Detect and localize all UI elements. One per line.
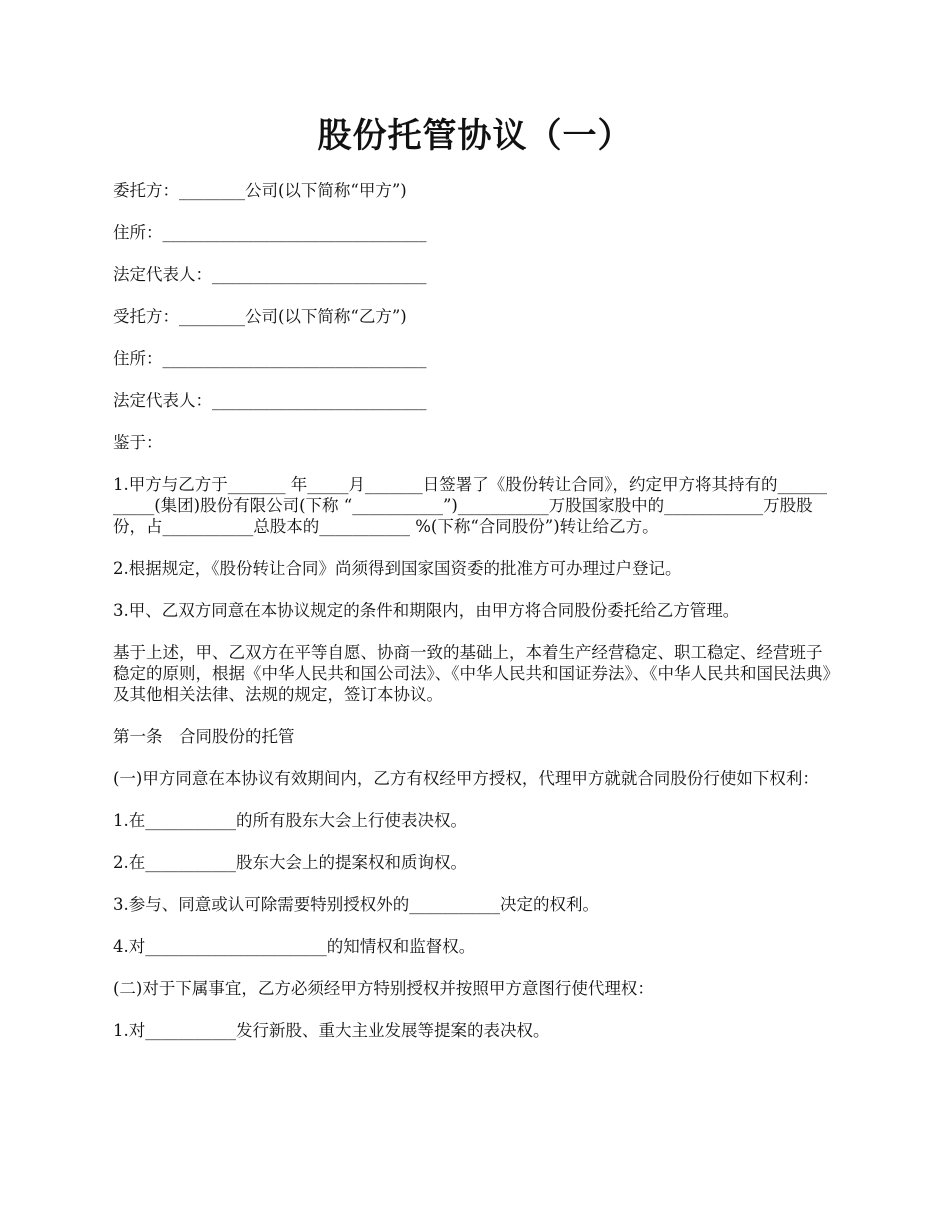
client-legal-rep-line: 法定代表人：__________________________ xyxy=(113,265,427,284)
right-item-3: 3.参与、同意或认可除需要特别授权外的___________决定的权利。 xyxy=(113,895,599,914)
right-item-1: 1.在___________的所有股东大会上行使表决权。 xyxy=(113,811,467,830)
right-item-2: 2.在___________股东大会上的提案权和质询权。 xyxy=(113,853,467,872)
client-address-line: 住所：________________________________ xyxy=(113,223,427,242)
document-body xyxy=(113,180,835,1062)
trustee-legal-rep-line: 法定代表人：__________________________ xyxy=(113,391,427,410)
clause-1-1: (一)甲方同意在本协议有效期间内，乙方有权经甲方授权，代理甲方就就合同股份行使如下权利： xyxy=(113,769,819,788)
special-item-1: 1.对___________发行新股、重大主业发展等提案的表决权。 xyxy=(113,1021,550,1040)
right-item-4: 4.对______________________的知情权和监督权。 xyxy=(113,937,476,956)
whereas-heading: 鉴于： xyxy=(113,433,163,452)
document-title: 股份托管协议（一） xyxy=(317,116,633,156)
recital-3: 3.甲、乙双方同意在本协议规定的条件和期限内，由甲方将合同股份委托给乙方管理。 xyxy=(113,601,740,620)
clause-1-2: (二)对于下属事宜，乙方必须经甲方特别授权并按照甲方意图行使代理权： xyxy=(113,979,654,998)
trustee-address-line: 住所：________________________________ xyxy=(113,349,427,368)
article-1-heading: 第一条 合同股份的托管 xyxy=(113,727,295,746)
recital-1: 1.甲方与乙方于_______ 年_____月_______日签署了《股份转让合同》，约定甲方将其持有的___________(集团)股份有限公司(下称 “___________”)___________万股国家股中的____________万股股份，占___________总股本的___________ %(下称“合同股份”)转让给乙方。 xyxy=(113,475,827,536)
client-party-line: 委托方：________公司(以下简称“甲方”) xyxy=(113,181,407,200)
preamble-paragraph: 基于上述，甲、乙双方在平等自愿、协商一致的基础上，本着生产经营稳定、职工稳定、经营班子稳定的原则，根据《中华人民共和国公司法》、《中华人民共和国证券法》、《中华人民共和国民法典》及其他相关法律、法规的规定，签订本协议。 xyxy=(113,643,831,704)
recital-2: 2.根据规定，《股份转让合同》尚须得到国家国资委的批准方可办理过户登记。 xyxy=(113,559,682,578)
trustee-party-line: 受托方：________公司(以下简称“乙方”) xyxy=(113,307,407,326)
